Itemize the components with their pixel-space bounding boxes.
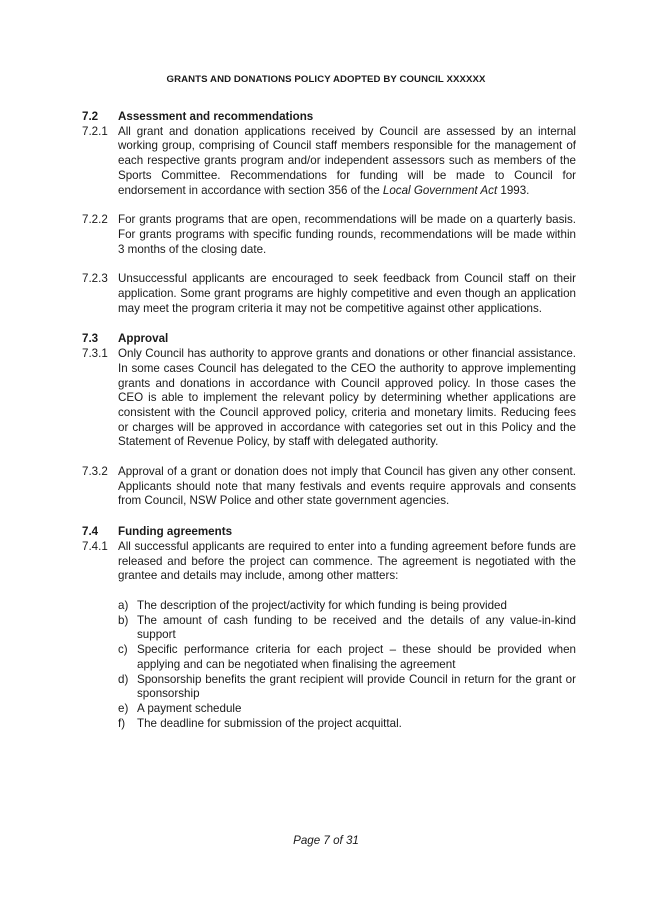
list-item <box>118 702 576 717</box>
list-item-label: b) <box>118 613 129 627</box>
list-item-text: Specific performance criteria for each project – these should be provided when applying and can be negotiated when finalising the agreement <box>137 643 576 671</box>
list-item <box>118 614 576 643</box>
list-item-label: e) <box>118 701 129 715</box>
section-heading <box>82 332 576 347</box>
section-heading <box>82 525 576 540</box>
act-name: Local Government Act <box>382 183 498 197</box>
paragraph-number: 7.2.1 <box>82 124 108 138</box>
list-item-text: The description of the project/activity for which funding is being provided <box>137 598 507 612</box>
list-item <box>118 673 576 702</box>
paragraph-text-main: All grant and donation applications received by Council are assessed by an internal working group, comprising of Council staff members responsible for the management of each respective grants program and/or independent assessors such as members of the Sports Committee. Recommendations for funding will be made to Council for endorsement in accordance with section 356 of the <box>118 124 576 197</box>
page-footer: Page 7 of 31 <box>293 834 359 847</box>
agreement-list <box>82 599 576 731</box>
paragraph-number: 7.2.2 <box>82 213 108 227</box>
paragraph <box>82 465 576 509</box>
paragraph-number: 7.2.3 <box>82 272 108 286</box>
paragraph-text: Only Council has authority to approve grants and donations or other financial assistance. In some cases Council has delegated to the CEO the authority to approve implementing grants and donations in accordance with Council approved policy. In those cases the CEO is able to implement the relevant policy by determining whether applications are consistent with the Council approved policy, criteria and monetary limits. Reducing fees or charges will be approved in accordance with categories set out in this Policy and the Statement of Revenue Policy, by staff with delegated authority. <box>118 347 576 449</box>
list-item-text: A payment schedule <box>137 701 242 715</box>
page-header: GRANTS AND DONATIONS POLICY ADOPTED BY COUNCIL XXXXXX <box>166 74 486 85</box>
paragraph-text: Approval of a grant or donation does not imply that Council has given any other consent. Applicants should note that many festivals and events require approvals and consents from Council, NSW Police and other state government agencies. <box>118 465 576 508</box>
list-item <box>118 599 576 614</box>
list-item-text: The deadline for submission of the project acquittal. <box>137 716 402 730</box>
paragraph-text-tail: 1993. <box>497 183 530 197</box>
list-item-text: The amount of cash funding to be received and the details of any value-in-kind support <box>137 613 576 642</box>
paragraph <box>82 540 576 584</box>
paragraph-text: Unsuccessful applicants are encouraged to seek feedback from Council staff on their application. Some grant programs are highly competitive and even though an application may meet the program criteria it may not be competitive against other applications. <box>118 272 576 315</box>
section-heading <box>82 110 576 125</box>
list-item-label: d) <box>118 672 129 686</box>
section-title: Funding agreements <box>118 525 233 539</box>
paragraph-text: For grants programs that are open, recommendations will be made on a quarterly basis. For grants programs with specific funding rounds, recommendations will be made within 3 months of the closing date. <box>118 213 576 256</box>
paragraph-number: 7.4.1 <box>82 539 108 553</box>
paragraph <box>82 125 576 199</box>
paragraph-number: 7.3.1 <box>82 347 108 361</box>
list-item-text: Sponsorship benefits the grant recipient will provide Council in return for the grant or sponsorship <box>137 672 576 701</box>
section-number: 7.2 <box>82 110 99 123</box>
paragraph-text <box>118 125 576 199</box>
section-number: 7.3 <box>82 332 99 346</box>
list-item-label: a) <box>118 598 129 612</box>
list-item-label: f) <box>118 716 126 730</box>
section-title: Assessment and recommendations <box>118 110 314 123</box>
paragraph-number: 7.3.2 <box>82 465 108 479</box>
list-item <box>118 717 576 732</box>
paragraph <box>82 347 576 450</box>
paragraph <box>82 272 576 316</box>
list-item-label: c) <box>118 643 128 657</box>
section-title: Approval <box>118 332 169 346</box>
paragraph-text: All successful applicants are required to enter into a funding agreement before funds are released and before the project can commence. The agreement is negotiated with the grantee and details may include, among other matters: <box>118 539 576 583</box>
paragraph <box>82 213 576 257</box>
list-item <box>118 643 576 672</box>
section-number: 7.4 <box>82 525 99 539</box>
document-body <box>82 110 576 731</box>
